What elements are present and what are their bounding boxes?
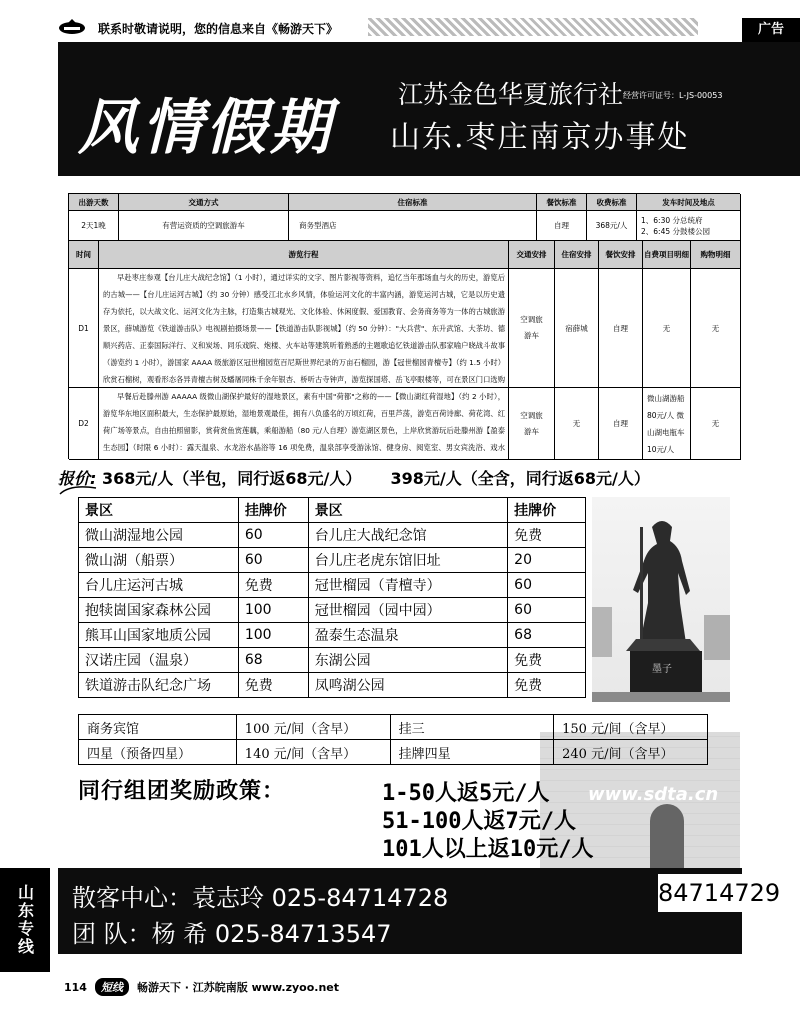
price-label: 报价: (58, 469, 97, 488)
table-cell: 凤鸣湖公园 (308, 673, 507, 698)
day-meals: 自理 (599, 388, 643, 460)
table-row (79, 648, 586, 673)
day-route-cell (99, 388, 509, 460)
table-cell: 商务宾馆 (79, 715, 237, 740)
table-cell: 冠世榴园（园中园） (308, 598, 507, 623)
summary-header-transport: 交通方式 (119, 194, 289, 211)
magazine-logo-icon (58, 17, 86, 35)
table-cell: 60 (238, 548, 308, 573)
table-cell: 东湖公园 (308, 648, 507, 673)
table-cell: 100 元/间（含早） (236, 715, 390, 740)
policy-line: 51-100人返7元/人 (382, 809, 576, 834)
table-cell: 68 (508, 623, 586, 648)
summary-days: 2天1晚 (69, 211, 119, 241)
itin-header-transport: 交通安排 (509, 241, 555, 269)
slogan-title: 风情假期 (78, 93, 334, 163)
day-transport: 空调旅游车 (509, 269, 555, 388)
policy-line: 1-50人返5元/人 (382, 781, 550, 806)
contact-individual: 散客中心：袁志玲 025-84714728 (72, 884, 449, 912)
section-tag: 短线 (95, 978, 129, 996)
day-shopping: 无 (691, 388, 741, 460)
itin-header-time: 时间 (69, 241, 99, 269)
table-cell: 台儿庄大战纪念馆 (308, 523, 507, 548)
page-number: 114 (64, 980, 87, 994)
day-route-text: 早餐后赴滕州游 AAAAA 级微山湖保护最好的湿地景区，素有中国"荷都"之称的——【微山湖红荷湿地】（约 2 小时），游览华东地区面积最大，生态保护最原始，湿地景观最佳，拥有八负盛名的万顷红荷，百里芦荡，游览百荷诗廊、荷花湾、红荷广场等景点，自由拍照留影，赏荷赏鱼赏莲藕，乘船游船（80 元/人自理）游览湖区景色，上岸欣赏游玩后赴滕州游【盈泰生态园】（时限 6 小时）：露天温泉、水龙浴水晶浴等 16 项免费，温泉部享受游泳馆、健身房、阅览室、男女宾洗浴、戏水 (103, 392, 505, 452)
table-cell: 抱犊崮国家森林公园 (79, 598, 239, 623)
itin-header-shopping: 购物明细 (691, 241, 741, 269)
itin-header-lodging: 住宿安排 (555, 241, 599, 269)
policy-line: 101人以上返10元/人 (382, 837, 594, 862)
statue-caption: 墨子 (652, 664, 672, 675)
col-header: 挂牌价 (238, 498, 308, 523)
table-cell: 台儿庄运河古城 (79, 573, 239, 598)
table-cell: 免费 (508, 523, 586, 548)
license-number: 经营许可证号：L-JS-00053 (623, 91, 723, 100)
source-notice: 联系时敬请说明，您的信息来自《畅游天下》 (98, 22, 339, 36)
table-cell: 铁道游击队纪念广场 (79, 673, 239, 698)
swoosh-decoration (58, 484, 98, 496)
table-row (79, 740, 708, 765)
day-selfpay: 微山湖游船80元/人 微山湖电瓶车10元/人 (643, 388, 691, 460)
summary-header-days: 出游天数 (69, 194, 119, 211)
table-cell: 150 元/间（含早） (554, 715, 708, 740)
table-cell: 微山湖湿地公园 (79, 523, 239, 548)
itin-header-selfpay: 自费项目明细 (643, 241, 691, 269)
summary-header-fee: 收费标准 (587, 194, 637, 211)
table-row (79, 573, 586, 598)
table-cell: 140 元/间（含早） (236, 740, 390, 765)
day-selfpay: 无 (643, 269, 691, 388)
col-header: 景区 (79, 498, 239, 523)
table-row (79, 715, 708, 740)
table-row (79, 548, 586, 573)
table-cell: 挂牌四星 (390, 740, 553, 765)
table-cell: 68 (238, 648, 308, 673)
table-cell: 免费 (238, 673, 308, 698)
table-cell: 熊耳山国家地质公园 (79, 623, 239, 648)
table-header-row (79, 498, 586, 523)
day-transport: 空调旅游车 (509, 388, 555, 460)
price-line (58, 466, 758, 489)
table-cell: 四星（预备四星） (79, 740, 237, 765)
day-shopping: 无 (691, 269, 741, 388)
itinerary-table (68, 193, 740, 459)
table-cell: 240 元/间（含早） (554, 740, 708, 765)
table-row (79, 598, 586, 623)
page-footer (64, 978, 339, 996)
table-cell: 台儿庄老虎东馆旧址 (308, 548, 507, 573)
hotel-price-table (78, 714, 708, 765)
table-cell: 免费 (508, 673, 586, 698)
day-route-cell (99, 269, 509, 388)
table-row (79, 673, 586, 698)
table-cell: 60 (508, 598, 586, 623)
statue-photo (592, 497, 730, 702)
gate-arch-icon (650, 804, 684, 868)
top-strip (0, 0, 800, 42)
contact-group: 团 队：杨 希 025-84713547 (72, 920, 392, 948)
day-lodging: 无 (555, 388, 599, 460)
table-cell: 挂三 (390, 715, 553, 740)
contact-individual-alt: 84714729 (658, 874, 778, 912)
ad-label: 广告 (742, 18, 800, 42)
side-tab: 山东专线 (0, 868, 50, 972)
table-cell: 汉诺庄园（温泉） (79, 648, 239, 673)
day-meals: 自理 (599, 269, 643, 388)
footer-text: 畅游天下 · 江苏皖南版 www.zyoo.net (136, 981, 340, 994)
summary-header-hotel: 住宿标准 (289, 194, 537, 211)
statue-figure-icon (592, 497, 730, 702)
table-cell: 冠世榴园（青檀寺） (308, 573, 507, 598)
table-cell: 免费 (508, 648, 586, 673)
itin-header-route: 游览行程 (99, 241, 509, 269)
table-row (79, 523, 586, 548)
summary-transport: 有营运资质的空调旅游车 (119, 211, 289, 241)
header-banner (58, 42, 800, 176)
col-header: 挂牌价 (508, 498, 586, 523)
table-cell: 盈泰生态温泉 (308, 623, 507, 648)
price-half: 368元/人（半包，同行返68元/人） (101, 469, 362, 488)
contact-banner (58, 868, 781, 954)
summary-hotel: 商务型酒店 (289, 211, 537, 241)
table-cell: 免费 (238, 573, 308, 598)
day-label: D1 (69, 269, 99, 388)
summary-fee: 368元/人 (587, 211, 637, 241)
site-watermark: www.sdta.cn (588, 784, 719, 805)
table-row (79, 623, 586, 648)
table-cell: 微山湖（船票） (79, 548, 239, 573)
itin-header-meals: 餐饮安排 (599, 241, 643, 269)
day-lodging: 宿薛城 (555, 269, 599, 388)
summary-header-meals: 餐饮标准 (537, 194, 587, 211)
table-cell: 100 (238, 623, 308, 648)
office-name: 山东.枣庄南京办事处 (390, 120, 690, 155)
table-cell: 60 (508, 573, 586, 598)
policy-title: 同行组团奖励政策： (78, 779, 286, 804)
table-cell: 100 (238, 598, 308, 623)
table-cell: 20 (508, 548, 586, 573)
col-header: 景区 (308, 498, 507, 523)
summary-header-departure: 发车时间及地点 (637, 194, 741, 211)
stripe-decoration (368, 18, 698, 36)
agency-name: 江苏金色华夏旅行社 (398, 80, 624, 109)
summary-departure (637, 211, 741, 241)
summary-meals: 自理 (537, 211, 587, 241)
day-label: D2 (69, 388, 99, 460)
table-cell: 60 (238, 523, 308, 548)
departure-1: 1、6:30 分总统府 (641, 215, 703, 225)
day-route-text: 早赴枣庄参观【台儿庄大战纪念馆】（1 小时），通过详实的文字、图片影视等资料，追忆当年那场血与火的历史，游览后的古城——【台儿庄运河古城】（约 30 分钟）感受江北水乡风情，体验运河文化的丰富内涵，游览运河古城，它是以历史遗存为依托，以大战文化、运河文化为主脉，打造集古城观光、文化体验、休闲度假、爱国教育、会务商务等为一体的古城旅游景区，薛城游览《铁道游击队》电视剧拍摄场景——【铁道游击队影视城】（约 50 分钟）："大兵营"、东升武馆、大茶坊、德顺兴药店、正泰国际洋行、义和炭场、同乐戏院、炮楼、火车站等建筑听着熟悉的主题歌追忆铁道游击队那家喻户晓战斗故事（游览约 1 小时），游国家 AAAA 级旅游区冠世榴园览百尼斯世界纪录的万亩石榴园，游【冠世榴园青檀寺】（约 1.5 小时）欣赏石榴树，观看形态各异青檀古树及蟠屠同株千余年银杏、桥听古寺钟声，游览探国塔、岳飞亭眼楼等，可在景区门口选购 (103, 273, 505, 384)
price-full: 398元/人（全含，同行返68元/人） (390, 469, 650, 488)
departure-2: 2、6:45 分鼓楼公园 (641, 226, 710, 236)
ticket-price-table (78, 497, 586, 698)
